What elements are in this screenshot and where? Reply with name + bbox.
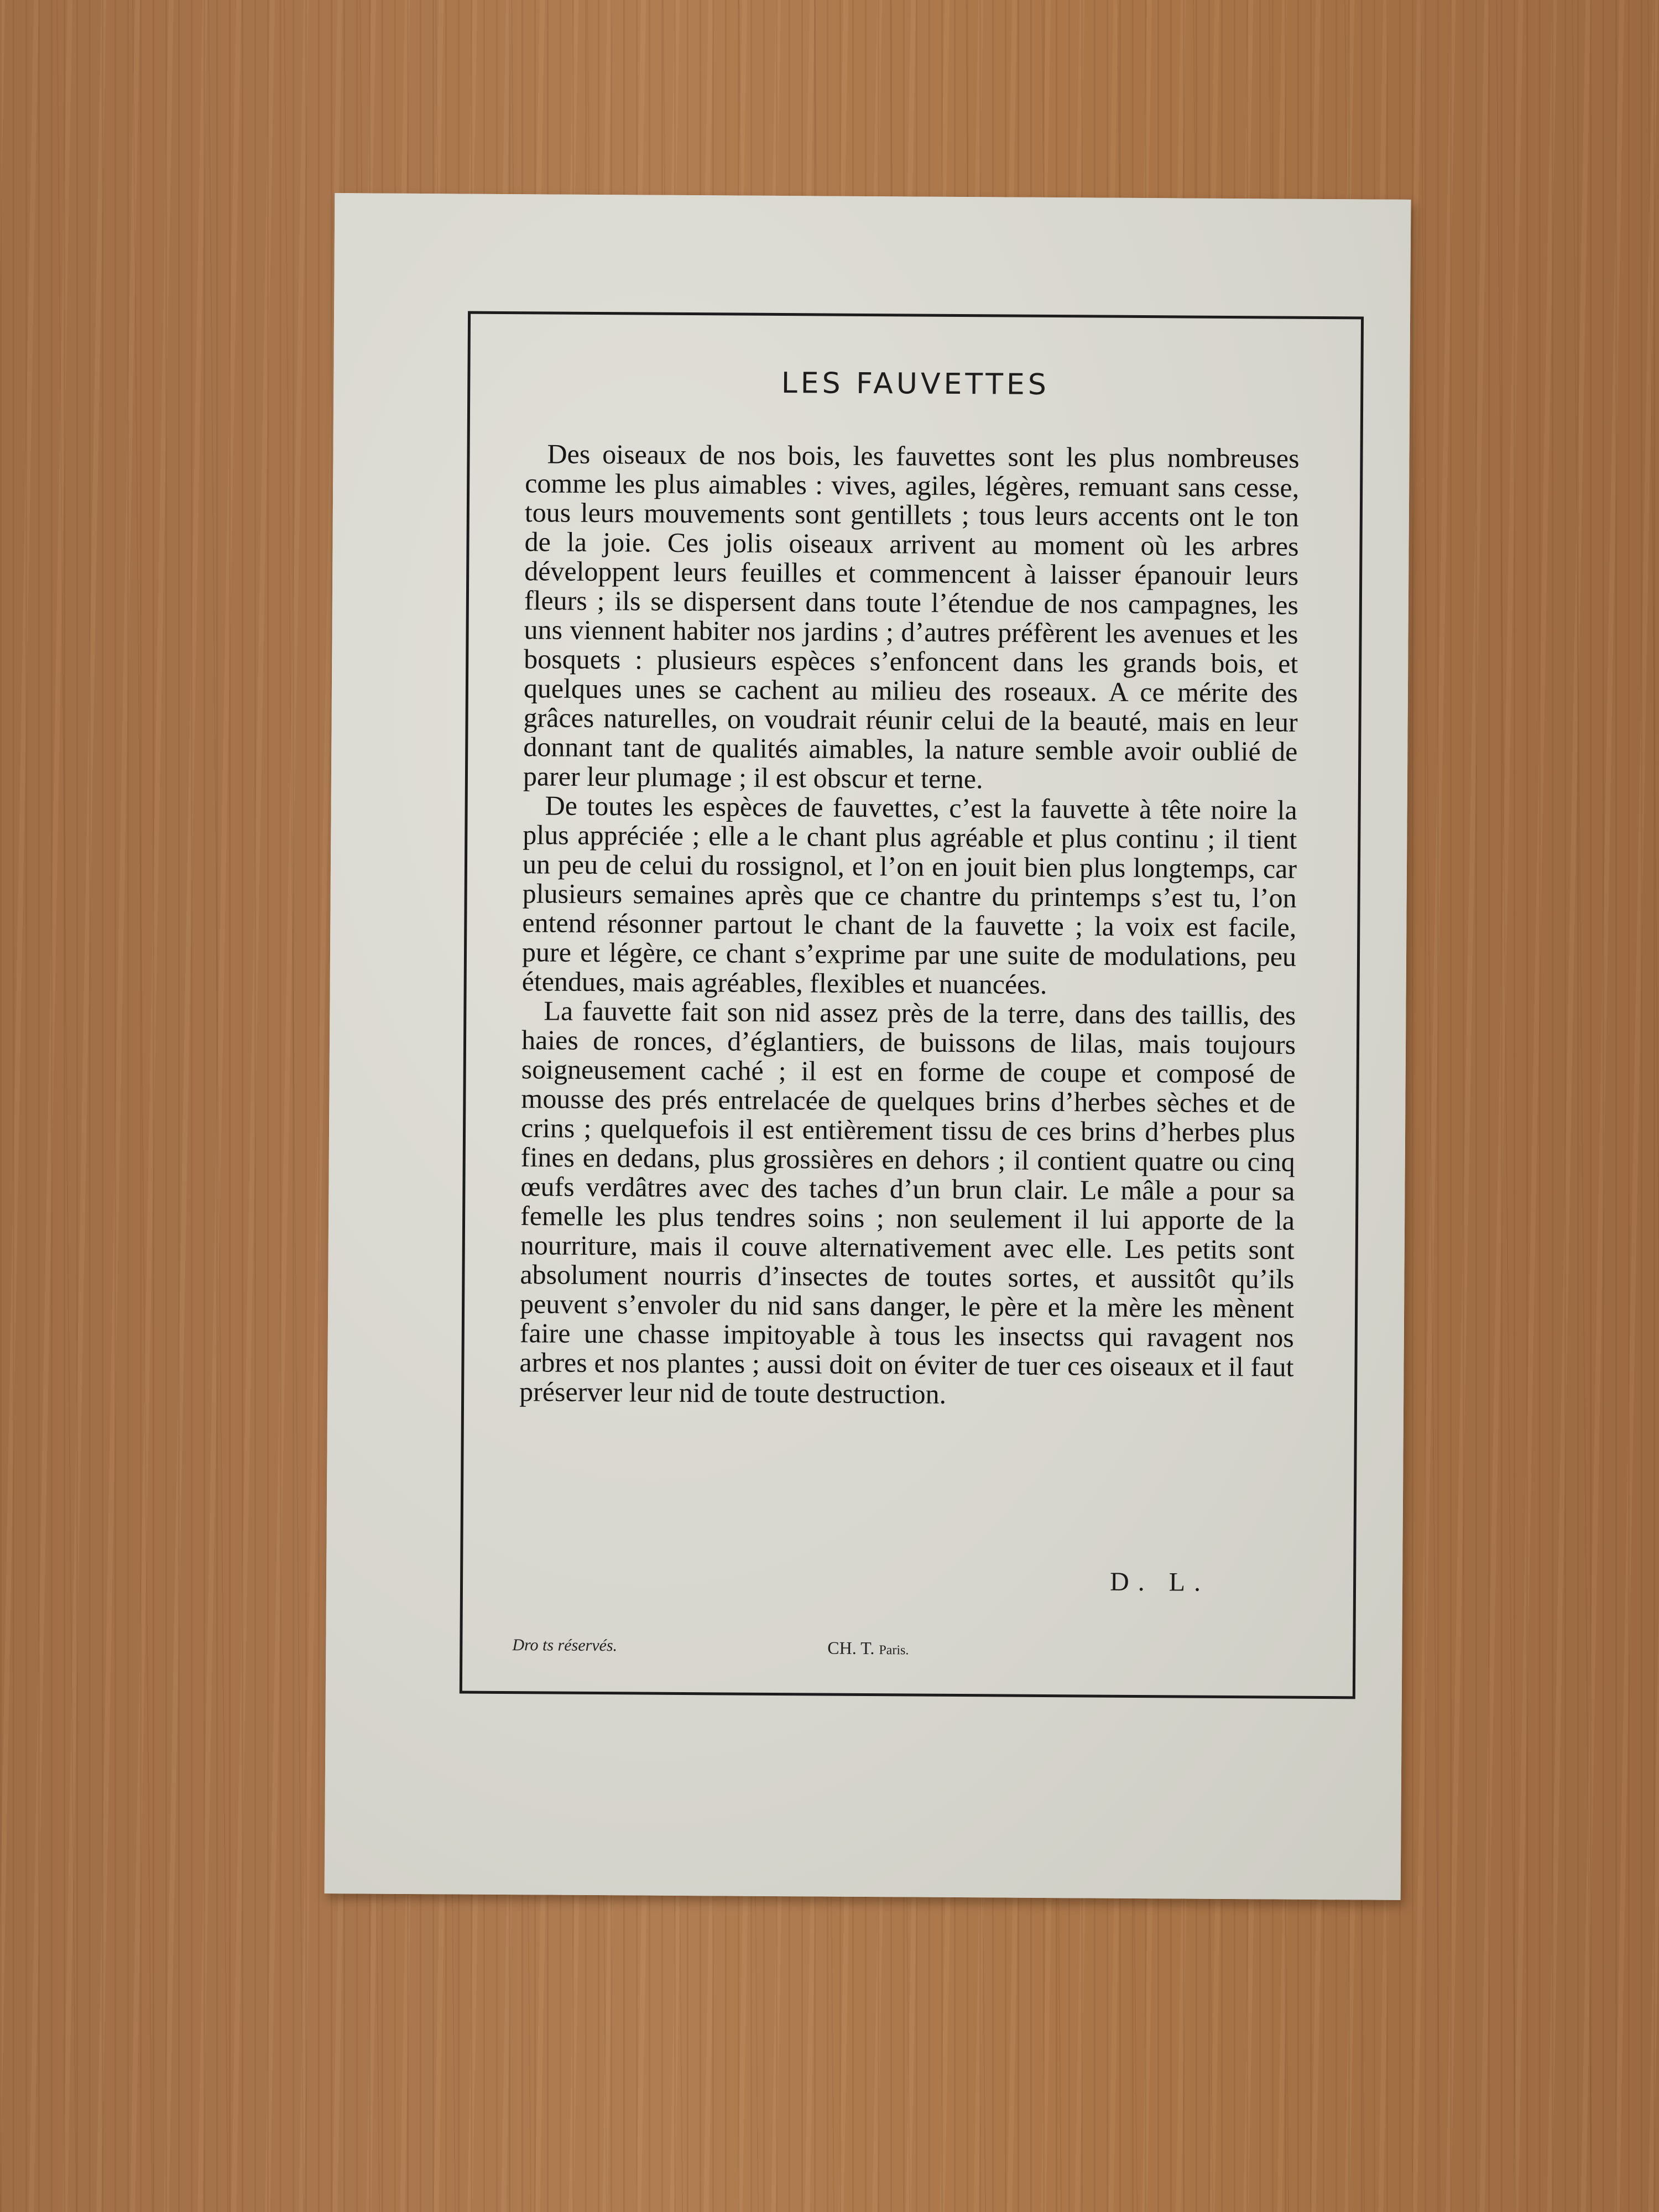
paragraph-3: La fauvette fait son nid assez près de la terre, dans des taillis, des haies de ronces, d’églantiers, de buissons de lilas, mais toujours soigneusement caché ; il est en forme de coupe et composé de mousse des prés entrelacée de quelques brins d’herbes sèches et de crins ; quelquefois il est entièrement tissu de ces brins d’herbes plus fines en dedans, plus grossières en dehors ; il contient quatre ou cinq œufs verdâtres avec des taches d’un brun clair. Le mâle a pour sa femelle les plus tendres soins ; non seulement il lui apporte de la nourriture, mais il couve alternativement avec elle. Les petits sont absolument nourris d’insectes de toutes sortes, et aussitôt qu’ils peuvent s’envoler du nid sans danger, le père et la mère les mènent faire une chasse impitoyable à tous les insectss qui ravagent nos arbres et nos plantes ; aussi doit on éviter de tuer ces oiseaux et il faut préserver leur nid de toute destruction. [519, 995, 1296, 1410]
publisher-mark [827, 1638, 909, 1659]
postcard-back [325, 193, 1411, 1900]
paragraph-2: De toutes les espèces de fauvettes, c’est la fauvette à tête noire la plus appréciée ; elle a le chant plus agréable et plus continu ; il tient un peu de celui du rossignol, et l’on en jouit bien plus longtemps, car plusieurs semaines après que ce chantre du printemps s’est tu, l’on entend résonner partout le chant de la fauvette ; la voix est facile, pure et légère, ce chant s’exprime par une suite de modulations, peu étendues, mais agréables, flexibles et nuancées. [521, 790, 1297, 1000]
paragraph-1: Des oiseaux de nos bois, les fauvettes sont les plus nombreuses comme les plus aimables : vives, agiles, légères, remuant sans cesse, tous leurs mouvements sont gentillets ; tous leurs accents ont le ton de la joie. Ces jolis oiseaux arrivent au moment où les arbres développent leurs feuilles et commencent à laisser épanouir leurs fleurs ; ils se dispersent dans toute l’étendue de nos campagnes, les uns viennent habiter nos jardins ; d’autres préfèrent les avenues et les bosquets : plusieurs espèces s’enfoncent dans les grands bois, et quelques unes se cachent au milieu des roseaux. A ce mérite des grâces naturelles, on voudrait réunir celui de la beauté, mais en leur donnant tant de qualités aimables, la nature semble avoir oublié de parer leur plumage ; il est obscur et terne. [523, 438, 1300, 795]
rights-notice: Dro ts réservés. [512, 1636, 618, 1655]
card-title: LES FAUVETTES [781, 367, 1050, 401]
publisher-name: CH. T. [827, 1637, 875, 1658]
author-signature: D. L. [1109, 1567, 1210, 1597]
publisher-city: Paris. [879, 1643, 909, 1658]
text-frame [460, 311, 1364, 1699]
article-body [519, 439, 1300, 1411]
